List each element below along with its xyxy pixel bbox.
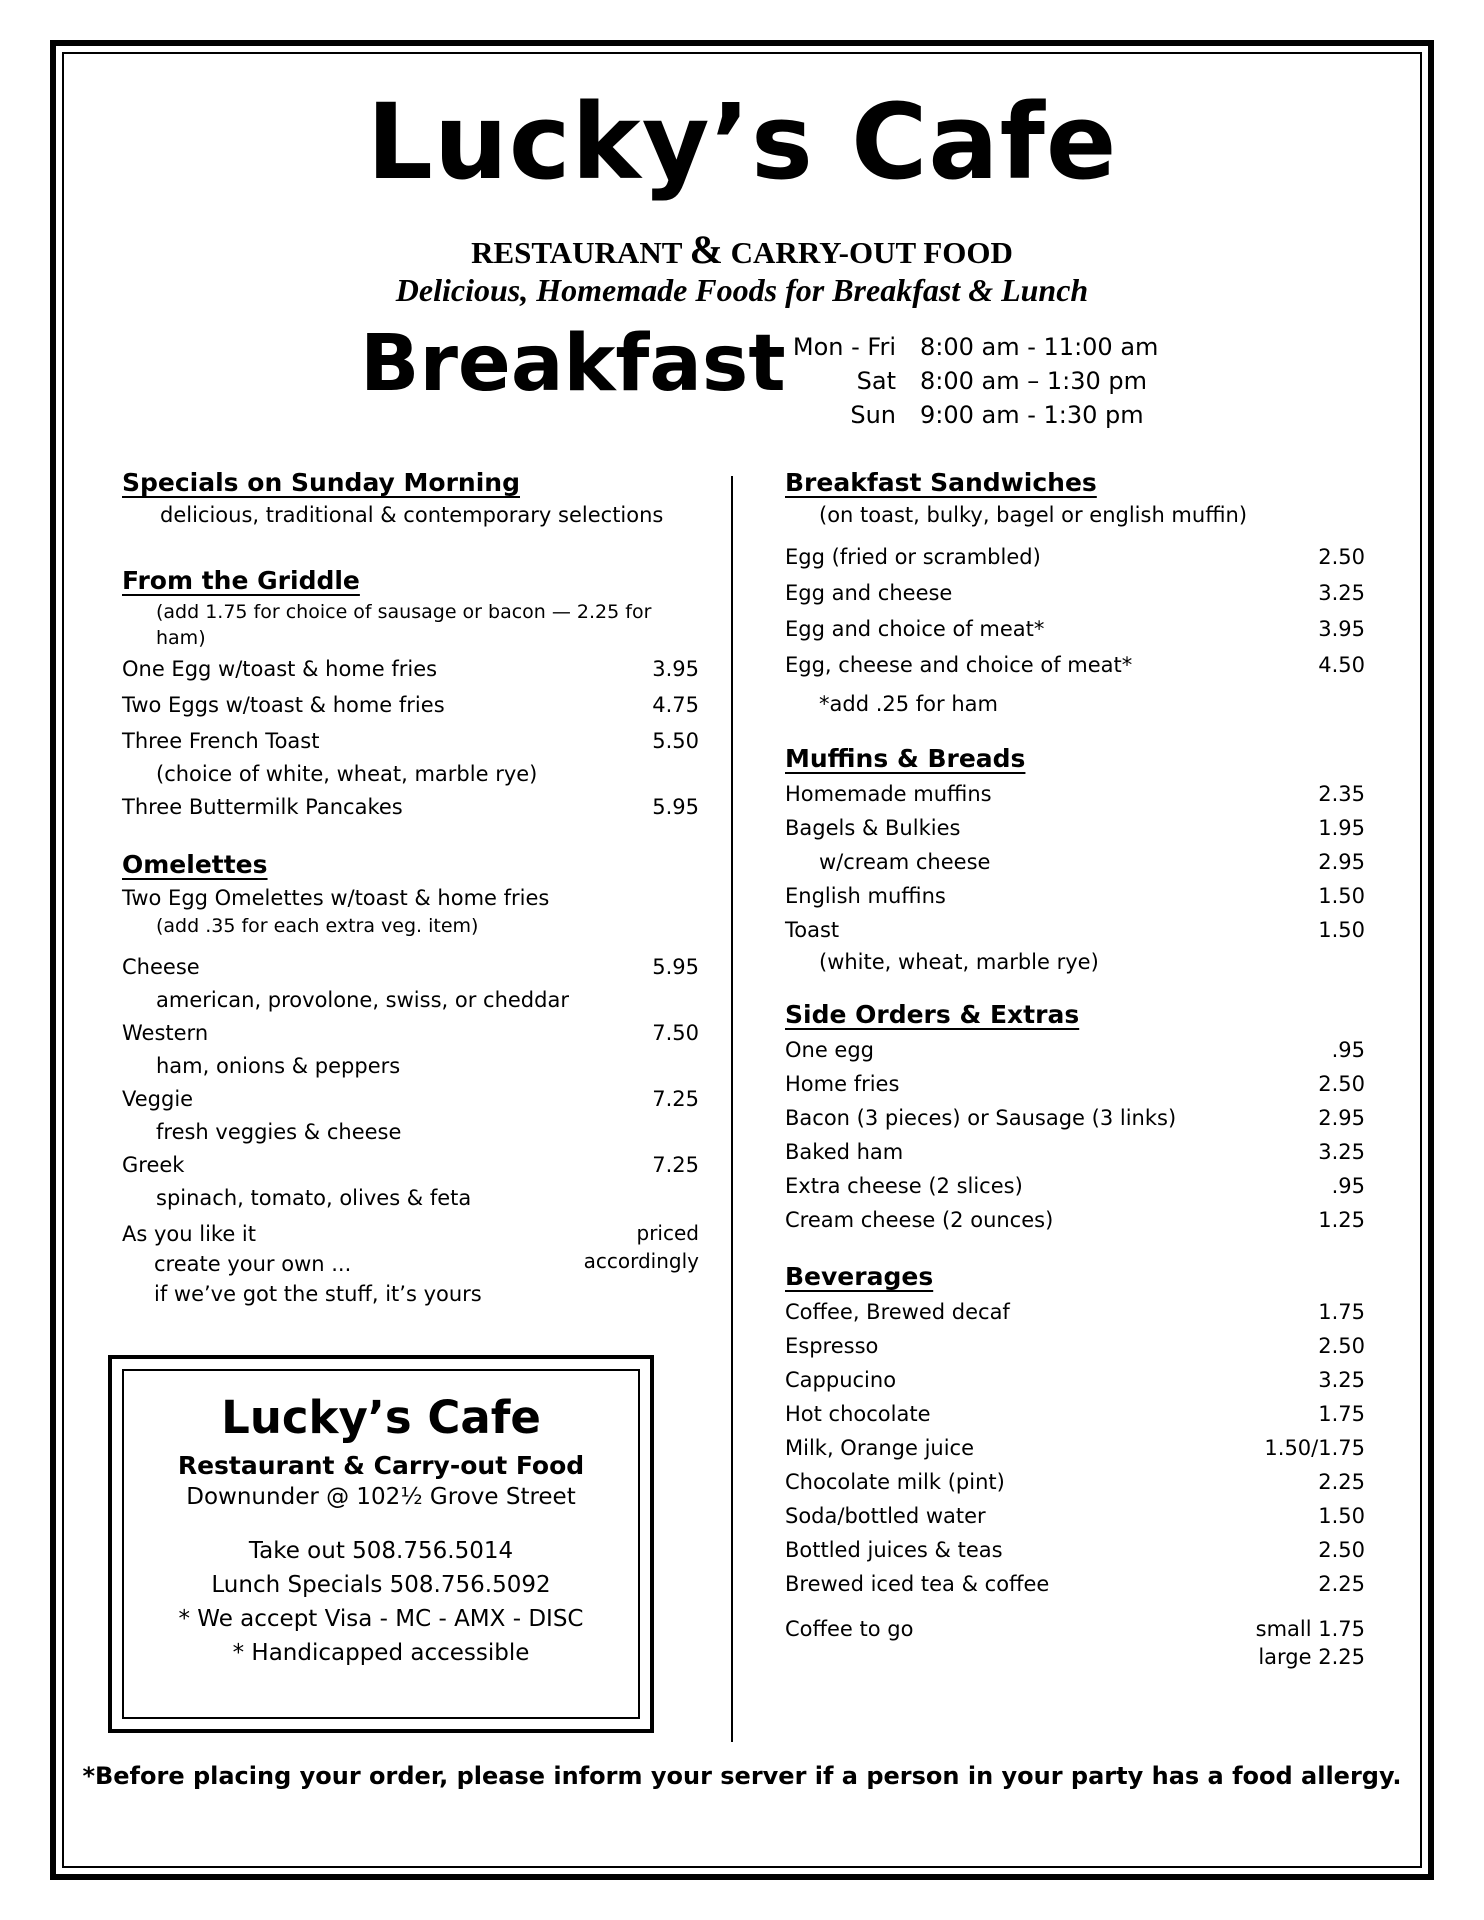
- menu-item: [785, 811, 1365, 845]
- item-name: Coffee, Brewed decaf: [785, 1300, 1010, 1324]
- item-price: 1.75: [1318, 1300, 1365, 1324]
- hours-block: [790, 330, 1158, 432]
- item-name: Coffee to go: [785, 1617, 914, 1641]
- item-name: Extra cheese (2 slices): [785, 1174, 1023, 1198]
- item-price: 5.50: [652, 729, 699, 753]
- item-price: priced: [636, 1221, 699, 1245]
- menu-item: [785, 777, 1365, 811]
- item-price: accordingly: [583, 1249, 699, 1273]
- item-name: Brewed iced tea & coffee: [785, 1572, 1050, 1596]
- tagline: Delicious, Homemade Foods for Breakfast & Lunch: [395, 272, 1089, 308]
- item-price: 3.95: [652, 657, 699, 681]
- item-name: Three Buttermilk Pancakes: [122, 795, 403, 819]
- subtitle-right: CARRY-OUT FOOD: [730, 235, 1013, 270]
- item-name: Bottled juices & teas: [785, 1538, 1003, 1562]
- item-description: fresh veggies & cheese: [156, 1120, 402, 1144]
- item-price: .95: [1331, 1038, 1365, 1062]
- custom-omelette: [122, 1219, 699, 1309]
- item-price-small: small 1.75: [1255, 1617, 1365, 1641]
- item-description: if we’ve got the stuff, it’s yours: [154, 1282, 482, 1306]
- box-takeout: Take out 508.756.5014: [248, 1537, 514, 1564]
- menu-item: [785, 1203, 1365, 1237]
- sandwiches-note: (on toast, bulky, bagel or english muffin): [819, 503, 1248, 527]
- griddle-note: (add 1.75 for choice of sausage or bacon — 2.25 for ham): [156, 601, 652, 649]
- hours-time: 8:00 am – 1:30 pm: [920, 367, 1148, 395]
- item-name: Home fries: [785, 1072, 900, 1096]
- item-description: (white, wheat, marble rye): [819, 950, 1099, 974]
- item-name: One Egg w/toast & home fries: [122, 657, 438, 681]
- specials-note: delicious, traditional & contemporary selections: [160, 503, 664, 527]
- item-price-large: large 2.25: [1258, 1645, 1365, 1669]
- item-name: Egg, cheese and choice of meat*: [785, 653, 1133, 677]
- menu-item: [122, 1081, 699, 1117]
- item-name: w/cream cheese: [819, 850, 991, 874]
- item-description: american, provolone, swiss, or cheddar: [156, 988, 569, 1012]
- item-name: Cheese: [122, 955, 200, 979]
- menu-item: [122, 949, 699, 985]
- item-name: Homemade muffins: [785, 782, 992, 806]
- menu-item: [785, 1033, 1365, 1067]
- menu-item: [122, 651, 699, 687]
- item-description: ham, onions & peppers: [156, 1054, 401, 1078]
- item-price: 1.50: [1318, 918, 1365, 942]
- item-price: 2.35: [1318, 782, 1365, 806]
- category-muffins: Muffins & Breads: [785, 744, 1026, 773]
- category-sandwiches: Breakfast Sandwiches: [785, 468, 1097, 497]
- item-name: Egg (fried or scrambled): [785, 545, 1041, 569]
- item-price: 5.95: [652, 955, 699, 979]
- column-divider: [731, 476, 733, 1742]
- box-subtitle: Restaurant & Carry-out Food: [177, 1450, 585, 1480]
- item-name: Chocolate milk (pint): [785, 1470, 1005, 1494]
- menu-item: [122, 687, 699, 723]
- category-beverages: Beverages: [785, 1262, 934, 1291]
- category-griddle: From the Griddle: [122, 566, 360, 595]
- subtitle-amp: &: [689, 227, 723, 272]
- cafe-subtitle: [0, 226, 1484, 273]
- menu-item: [122, 723, 699, 759]
- item-name: Egg and cheese: [785, 581, 953, 605]
- category-omelettes: Omelettes: [122, 850, 268, 879]
- subtitle-left: RESTAURANT: [471, 235, 682, 270]
- item-price: 5.95: [652, 795, 699, 819]
- item-price: 1.50: [1318, 1504, 1365, 1528]
- item-name: Greek: [122, 1153, 185, 1177]
- item-price: 2.50: [1318, 1334, 1365, 1358]
- item-name: One egg: [785, 1038, 875, 1062]
- hours-time: 8:00 am - 11:00 am: [920, 333, 1159, 361]
- omelettes-intro: Two Egg Omelettes w/toast & home fries: [122, 886, 550, 910]
- menu-item: [785, 575, 1365, 611]
- menu-item: [785, 539, 1365, 575]
- hours-row: [790, 330, 1158, 364]
- item-name: Cappucino: [785, 1368, 897, 1392]
- item-name: Hot chocolate: [785, 1402, 931, 1426]
- allergy-notice: *Before placing your order, please inform your server if a person in your party has a food allergy.: [82, 1762, 1402, 1790]
- item-price: 2.25: [1318, 1572, 1365, 1596]
- menu-item: [785, 1397, 1365, 1431]
- menu-item: [785, 1101, 1365, 1135]
- item-name: English muffins: [785, 884, 946, 908]
- menu-item: [785, 845, 1365, 879]
- menu-item: [785, 647, 1365, 683]
- item-price: 7.25: [652, 1153, 699, 1177]
- omelettes-note: (add .35 for each extra veg. item): [156, 915, 479, 937]
- item-name: Toast: [785, 918, 840, 942]
- left-column: [122, 465, 699, 1309]
- menu-item: [785, 1363, 1365, 1397]
- info-box: [122, 1369, 640, 1719]
- hours-row: [790, 398, 1158, 432]
- menu-item: [785, 879, 1365, 913]
- item-name: Espresso: [785, 1334, 879, 1358]
- item-price: 3.95: [1318, 617, 1365, 641]
- box-cards: * We accept Visa - MC - AMX - DISC: [178, 1605, 584, 1632]
- menu-item: [785, 611, 1365, 647]
- item-price: 2.50: [1318, 545, 1365, 569]
- section-title: Breakfast: [360, 319, 786, 409]
- item-price: 1.95: [1318, 816, 1365, 840]
- item-name: Egg and choice of meat*: [785, 617, 1045, 641]
- item-name: Bagels & Bulkies: [785, 816, 961, 840]
- box-cafe-name: Lucky’s Cafe: [221, 1391, 541, 1444]
- item-price: 1.25: [1318, 1208, 1365, 1232]
- category-sides: Side Orders & Extras: [785, 1000, 1080, 1029]
- menu-item: [785, 1169, 1365, 1203]
- menu-item: [785, 1567, 1365, 1601]
- hours-day: Sat: [856, 367, 896, 395]
- item-price: 2.25: [1318, 1470, 1365, 1494]
- item-price: 2.50: [1318, 1538, 1365, 1562]
- cafe-title: Lucky’s Cafe: [366, 81, 1118, 203]
- hours-time: 9:00 am - 1:30 pm: [920, 401, 1144, 429]
- menu-item: [122, 1147, 699, 1183]
- item-description: (choice of white, wheat, marble rye): [156, 762, 538, 786]
- item-price: 1.50: [1318, 884, 1365, 908]
- item-price: 3.25: [1318, 1368, 1365, 1392]
- item-price: 2.50: [1318, 1072, 1365, 1096]
- hours-day: Sun: [850, 401, 896, 429]
- hours-row: [790, 364, 1158, 398]
- menu-item: [785, 1465, 1365, 1499]
- item-name: Three French Toast: [122, 729, 320, 753]
- item-name: Cream cheese (2 ounces): [785, 1208, 1054, 1232]
- category-specials: Specials on Sunday Morning: [122, 468, 520, 497]
- box-address: Downunder @ 102½ Grove Street: [186, 1483, 576, 1510]
- menu-item: [122, 789, 699, 825]
- item-price: 1.75: [1318, 1402, 1365, 1426]
- item-description: spinach, tomato, olives & feta: [156, 1186, 472, 1210]
- menu-item: [785, 1295, 1365, 1329]
- item-description: create your own ...: [154, 1252, 352, 1276]
- item-price: 3.25: [1318, 1140, 1365, 1164]
- hours-day: Mon - Fri: [792, 333, 896, 361]
- item-price: 4.75: [652, 693, 699, 717]
- menu-item: [785, 1329, 1365, 1363]
- right-column: [785, 465, 1365, 1671]
- item-name: Bacon (3 pieces) or Sausage (3 links): [785, 1106, 1177, 1130]
- item-name: Baked ham: [785, 1140, 904, 1164]
- item-name: Soda/bottled water: [785, 1504, 986, 1528]
- item-price: 3.25: [1318, 581, 1365, 605]
- menu-item: [122, 1015, 699, 1051]
- item-name: Veggie: [122, 1087, 194, 1111]
- box-lunch: Lunch Specials 508.756.5092: [211, 1571, 551, 1598]
- sandwiches-footnote: *add .25 for ham: [819, 692, 998, 716]
- menu-item: [785, 913, 1365, 947]
- menu-item: [785, 1533, 1365, 1567]
- item-price: 7.50: [652, 1021, 699, 1045]
- menu-item: [785, 1431, 1365, 1465]
- item-price: 4.50: [1318, 653, 1365, 677]
- item-name: Two Eggs w/toast & home fries: [122, 693, 445, 717]
- coffee-to-go: [785, 1615, 1365, 1671]
- item-price: .95: [1331, 1174, 1365, 1198]
- item-name: Milk, Orange juice: [785, 1436, 975, 1460]
- menu-item: [785, 1135, 1365, 1169]
- item-price: 2.95: [1318, 1106, 1365, 1130]
- menu-item: [785, 1499, 1365, 1533]
- box-access: * Handicapped accessible: [232, 1639, 530, 1666]
- item-name: As you like it: [122, 1222, 256, 1246]
- item-name: Western: [122, 1021, 209, 1045]
- menu-item: [785, 1067, 1365, 1101]
- item-price: 1.50/1.75: [1264, 1436, 1365, 1460]
- item-price: 7.25: [652, 1087, 699, 1111]
- item-price: 2.95: [1318, 850, 1365, 874]
